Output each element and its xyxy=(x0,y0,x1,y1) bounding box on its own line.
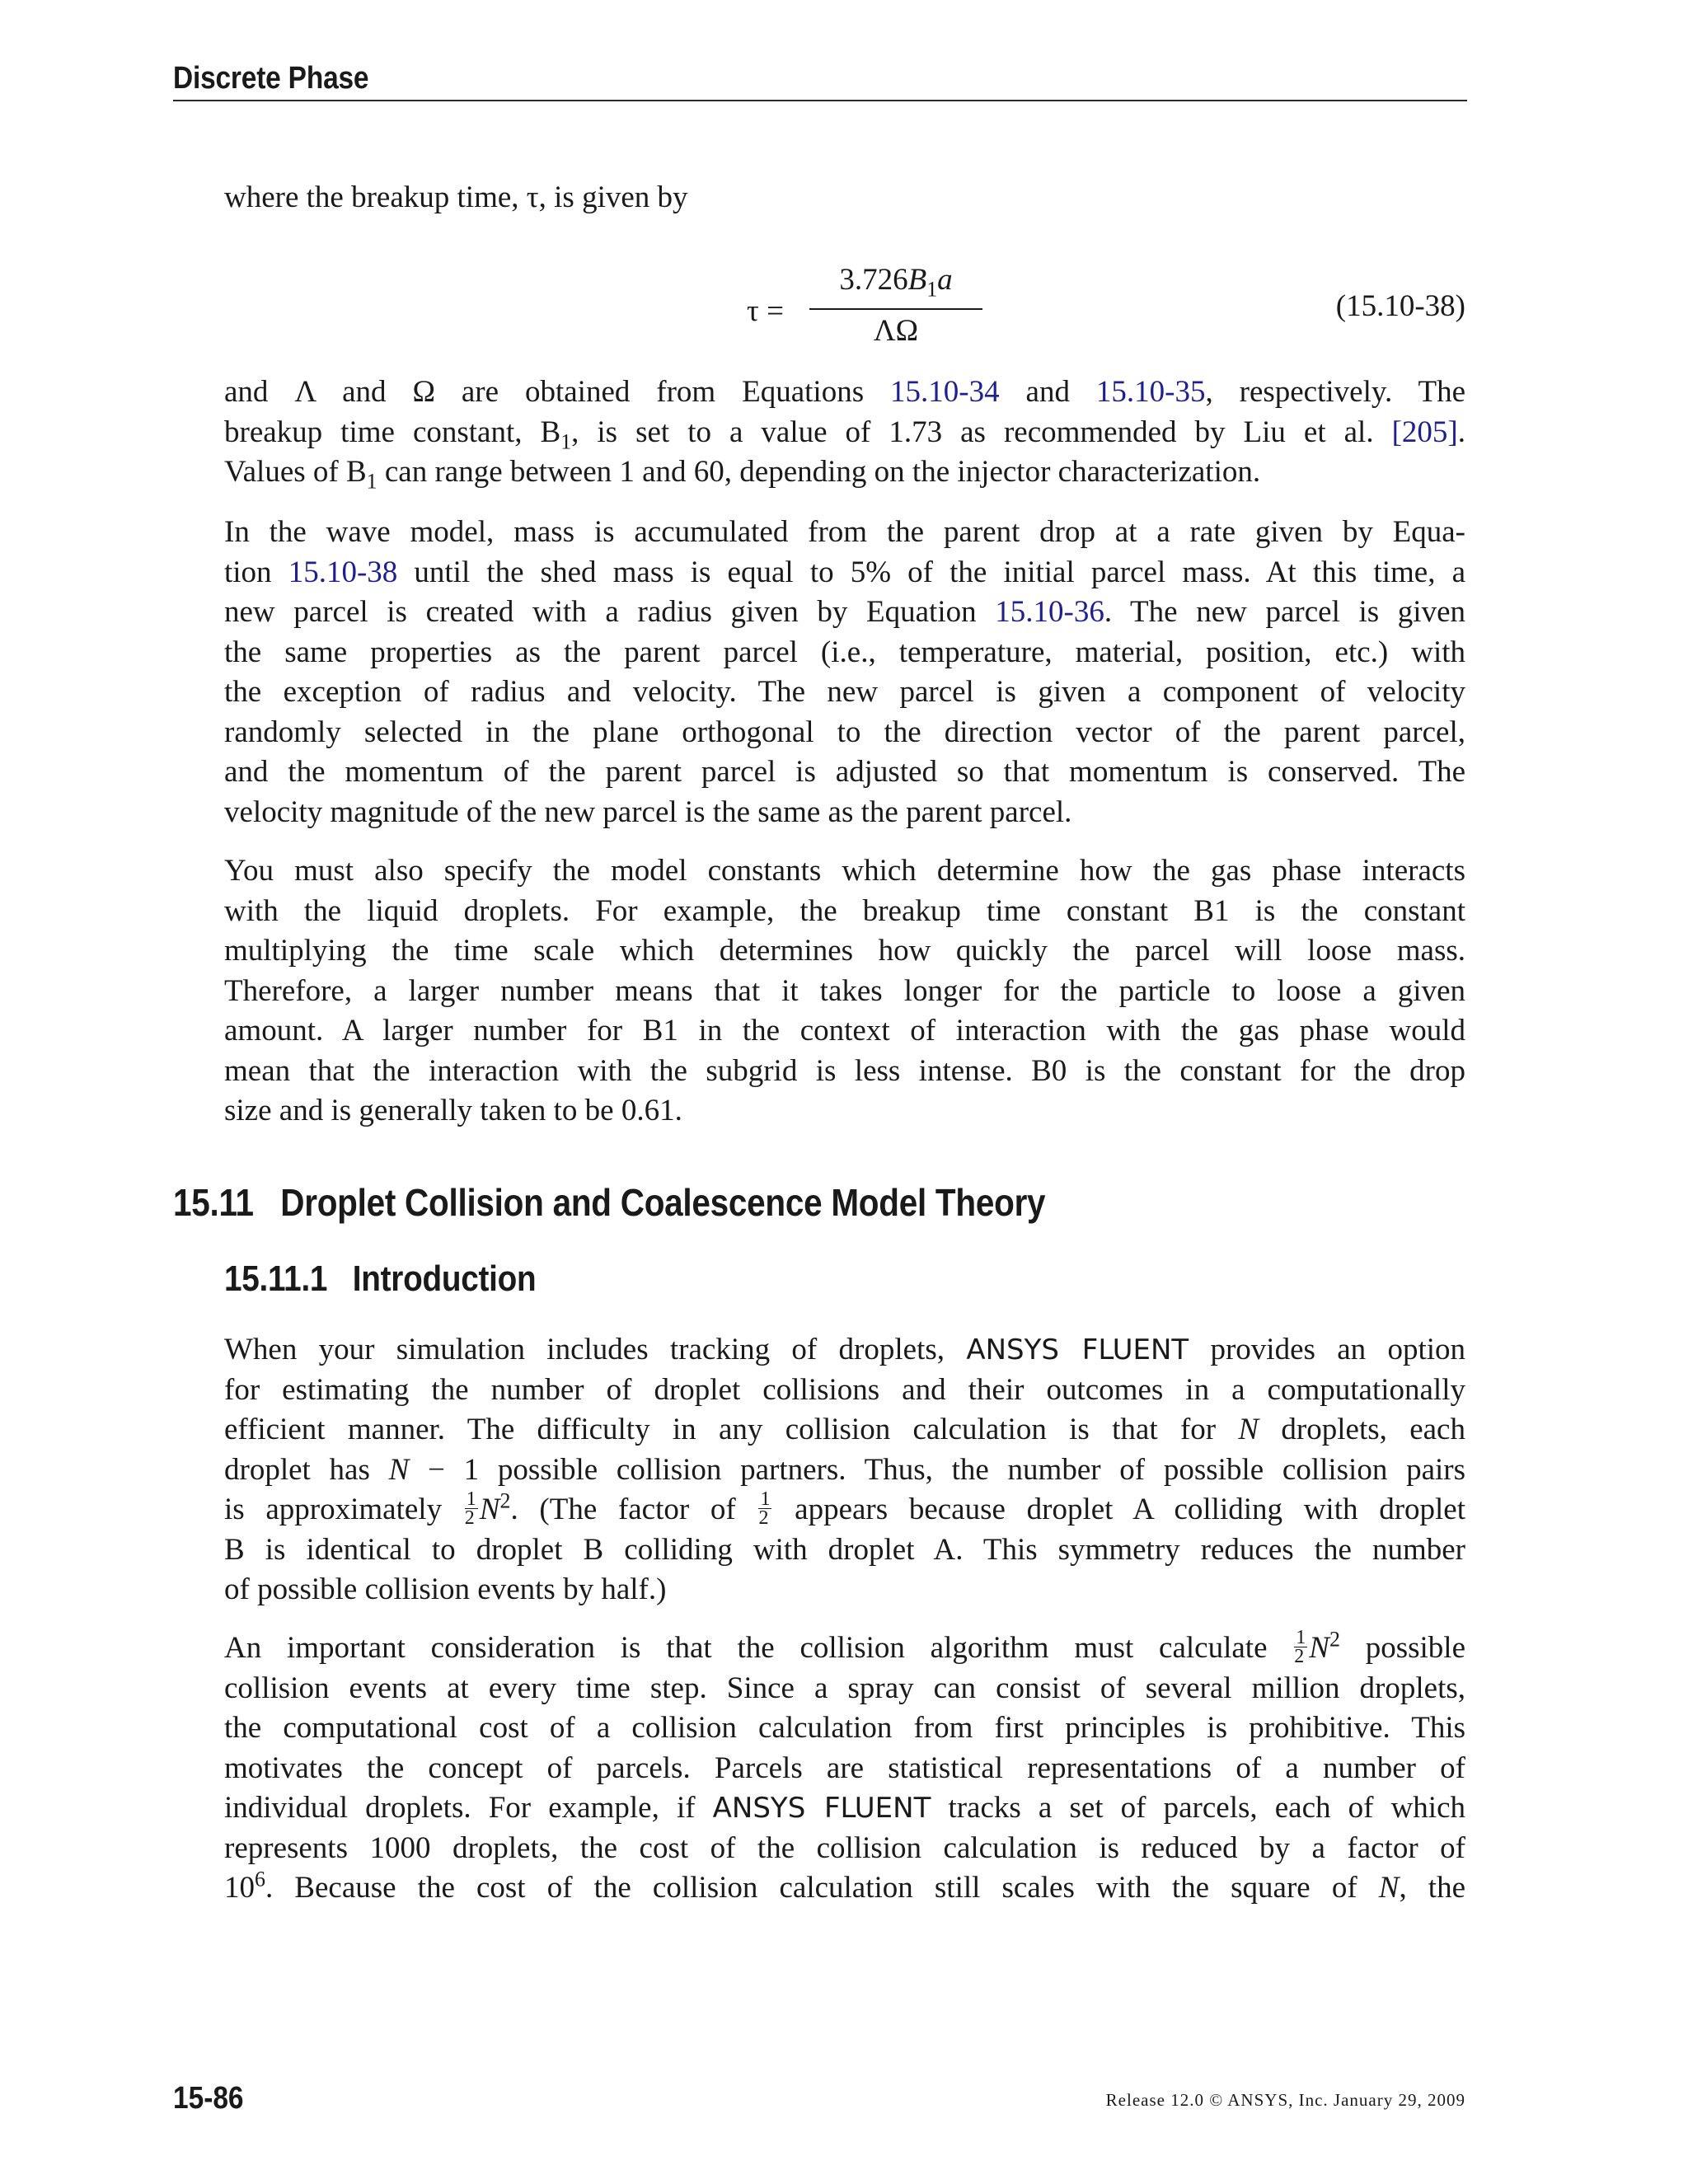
para1-line2: breakup time constant, $B_1$, is set to a value of 1.73 as recommended by Liu et al. [205]. xyxy=(224,415,1465,453)
product-name: ANSYS FLUENT xyxy=(966,1333,1189,1366)
eq-link-15-10-38[interactable]: 15.10-38 xyxy=(288,555,398,589)
para1-line3: Values of $B_1$ can range between 1 and 60, depending on the injector characterization. xyxy=(224,455,1261,494)
equation-numerator: $3.726B_1a$ xyxy=(839,263,953,302)
fraction-one-half: $\frac{1}{2}$ xyxy=(1294,1627,1306,1668)
header-rule xyxy=(173,100,1467,101)
page-header-title: Discrete Phase xyxy=(173,61,369,96)
citation-link-205[interactable]: [205] xyxy=(1391,415,1458,449)
eq-link-15-10-35[interactable]: 15.10-35 xyxy=(1095,375,1206,409)
equation-number: (15.10-38) xyxy=(1335,289,1465,323)
intro-paragraph xyxy=(224,178,1465,218)
eq-link-15-10-34[interactable]: 15.10-34 xyxy=(890,375,1000,409)
intro-text: where the breakup time, τ, is given by xyxy=(224,180,688,214)
paragraph-model-constants: You must also specify the model constants which determine how the gas phase interacts with the liquid droplets. For example, the breakup time constant B1 is the constant multiplying the time scale which determines how quickly the parcel will loose mass. Therefore, a larger number means that it takes longer for the particle to loose a given amount. A larger number for B1 in the context of interaction with the gas phase would mean that the interaction with the subgrid is less intense. B0 is the constant for the drop size and is generally taken to be 0.61. xyxy=(224,854,1465,1127)
paragraph-wave-model: In the wave model, mass is accumulated from the parent drop at a rate given by Equa- tion 15.10-38 until the shed mass is equal to 5% of the initial parcel mass. At this time, a new parcel is created with a radius given by Equation 15.10-36. The new parcel is given the same properties as the parent parcel (i.e., temperature, material, position, etc.) with the exception of radius and velocity. The new parcel is given a component of velocity randomly selected in the plane orthogonal to the direction vector of the parent parcel, and the momentum of the parent parcel is adjusted so that momentum is conserved. The velocity magnitude of the new parcel is the same as the parent parcel. xyxy=(224,515,1466,829)
paragraph-constants xyxy=(224,373,1465,493)
paragraph-collision-cost: An important consideration is that the collision algorithm must calculate $\frac{1}{2}$ $N^2$ possible collision events at every time step. Since a spray can consist of several million droplets, the computational cost of a collision calculation from first principles is prohibitive. This motivates the concept of parcels. Parcels are statistical representations of a number of individual droplets. For example, if ANSYS FLUENT tracks a set of parcels, each of which represents 1000 droplets, the cost of the collision calculation is reduced by a factor of $10^6$. Because the cost of the collision calculation still scales with the square of N, the xyxy=(224,1627,1465,1905)
para1-line1: and Λ and Ω are obtained from Equations 15.10-34 and 15.10-35, respectively. The xyxy=(224,375,1465,409)
product-name: ANSYS FLUENT xyxy=(712,1792,931,1825)
equation-lhs: τ = xyxy=(747,294,784,328)
fraction-bar xyxy=(809,308,982,310)
page-number: 15-86 xyxy=(173,2081,244,2116)
eq-link-15-10-36[interactable]: 15.10-36 xyxy=(995,595,1104,629)
section-heading-15-11: 15.11 Droplet Collision and Coalescence Model Theory xyxy=(173,1181,1046,1224)
equation-15-10-38 xyxy=(742,262,989,353)
fraction-one-half: $\frac{1}{2}$ xyxy=(758,1488,771,1530)
fraction-one-half: $\frac{1}{2}$ xyxy=(464,1488,476,1530)
subsection-heading-15-11-1: 15.11.1 Introduction xyxy=(224,1258,537,1299)
equation-denominator: ΛΩ xyxy=(873,314,919,348)
release-info: Release 12.0 © ANSYS, Inc. January 29, 2009 xyxy=(1105,2090,1465,2110)
paragraph-collision-intro: When your simulation includes tracking of droplets, ANSYS FLUENT provides an option for estimating the number of droplet collisions and their outcomes in a computationally efficient manner. The difficulty in any collision calculation is that for N droplets, each droplet has N − 1 possible collision partners. Thus, the number of possible collision pairs is approximately $\frac{1}{2}$ $N^2$. (The factor of $\frac{1}{2}$ appears because droplet A colliding with droplet B is identical to droplet B colliding with droplet A. This symmetry reduces the number of possible collision events by half.) xyxy=(224,1333,1466,1606)
